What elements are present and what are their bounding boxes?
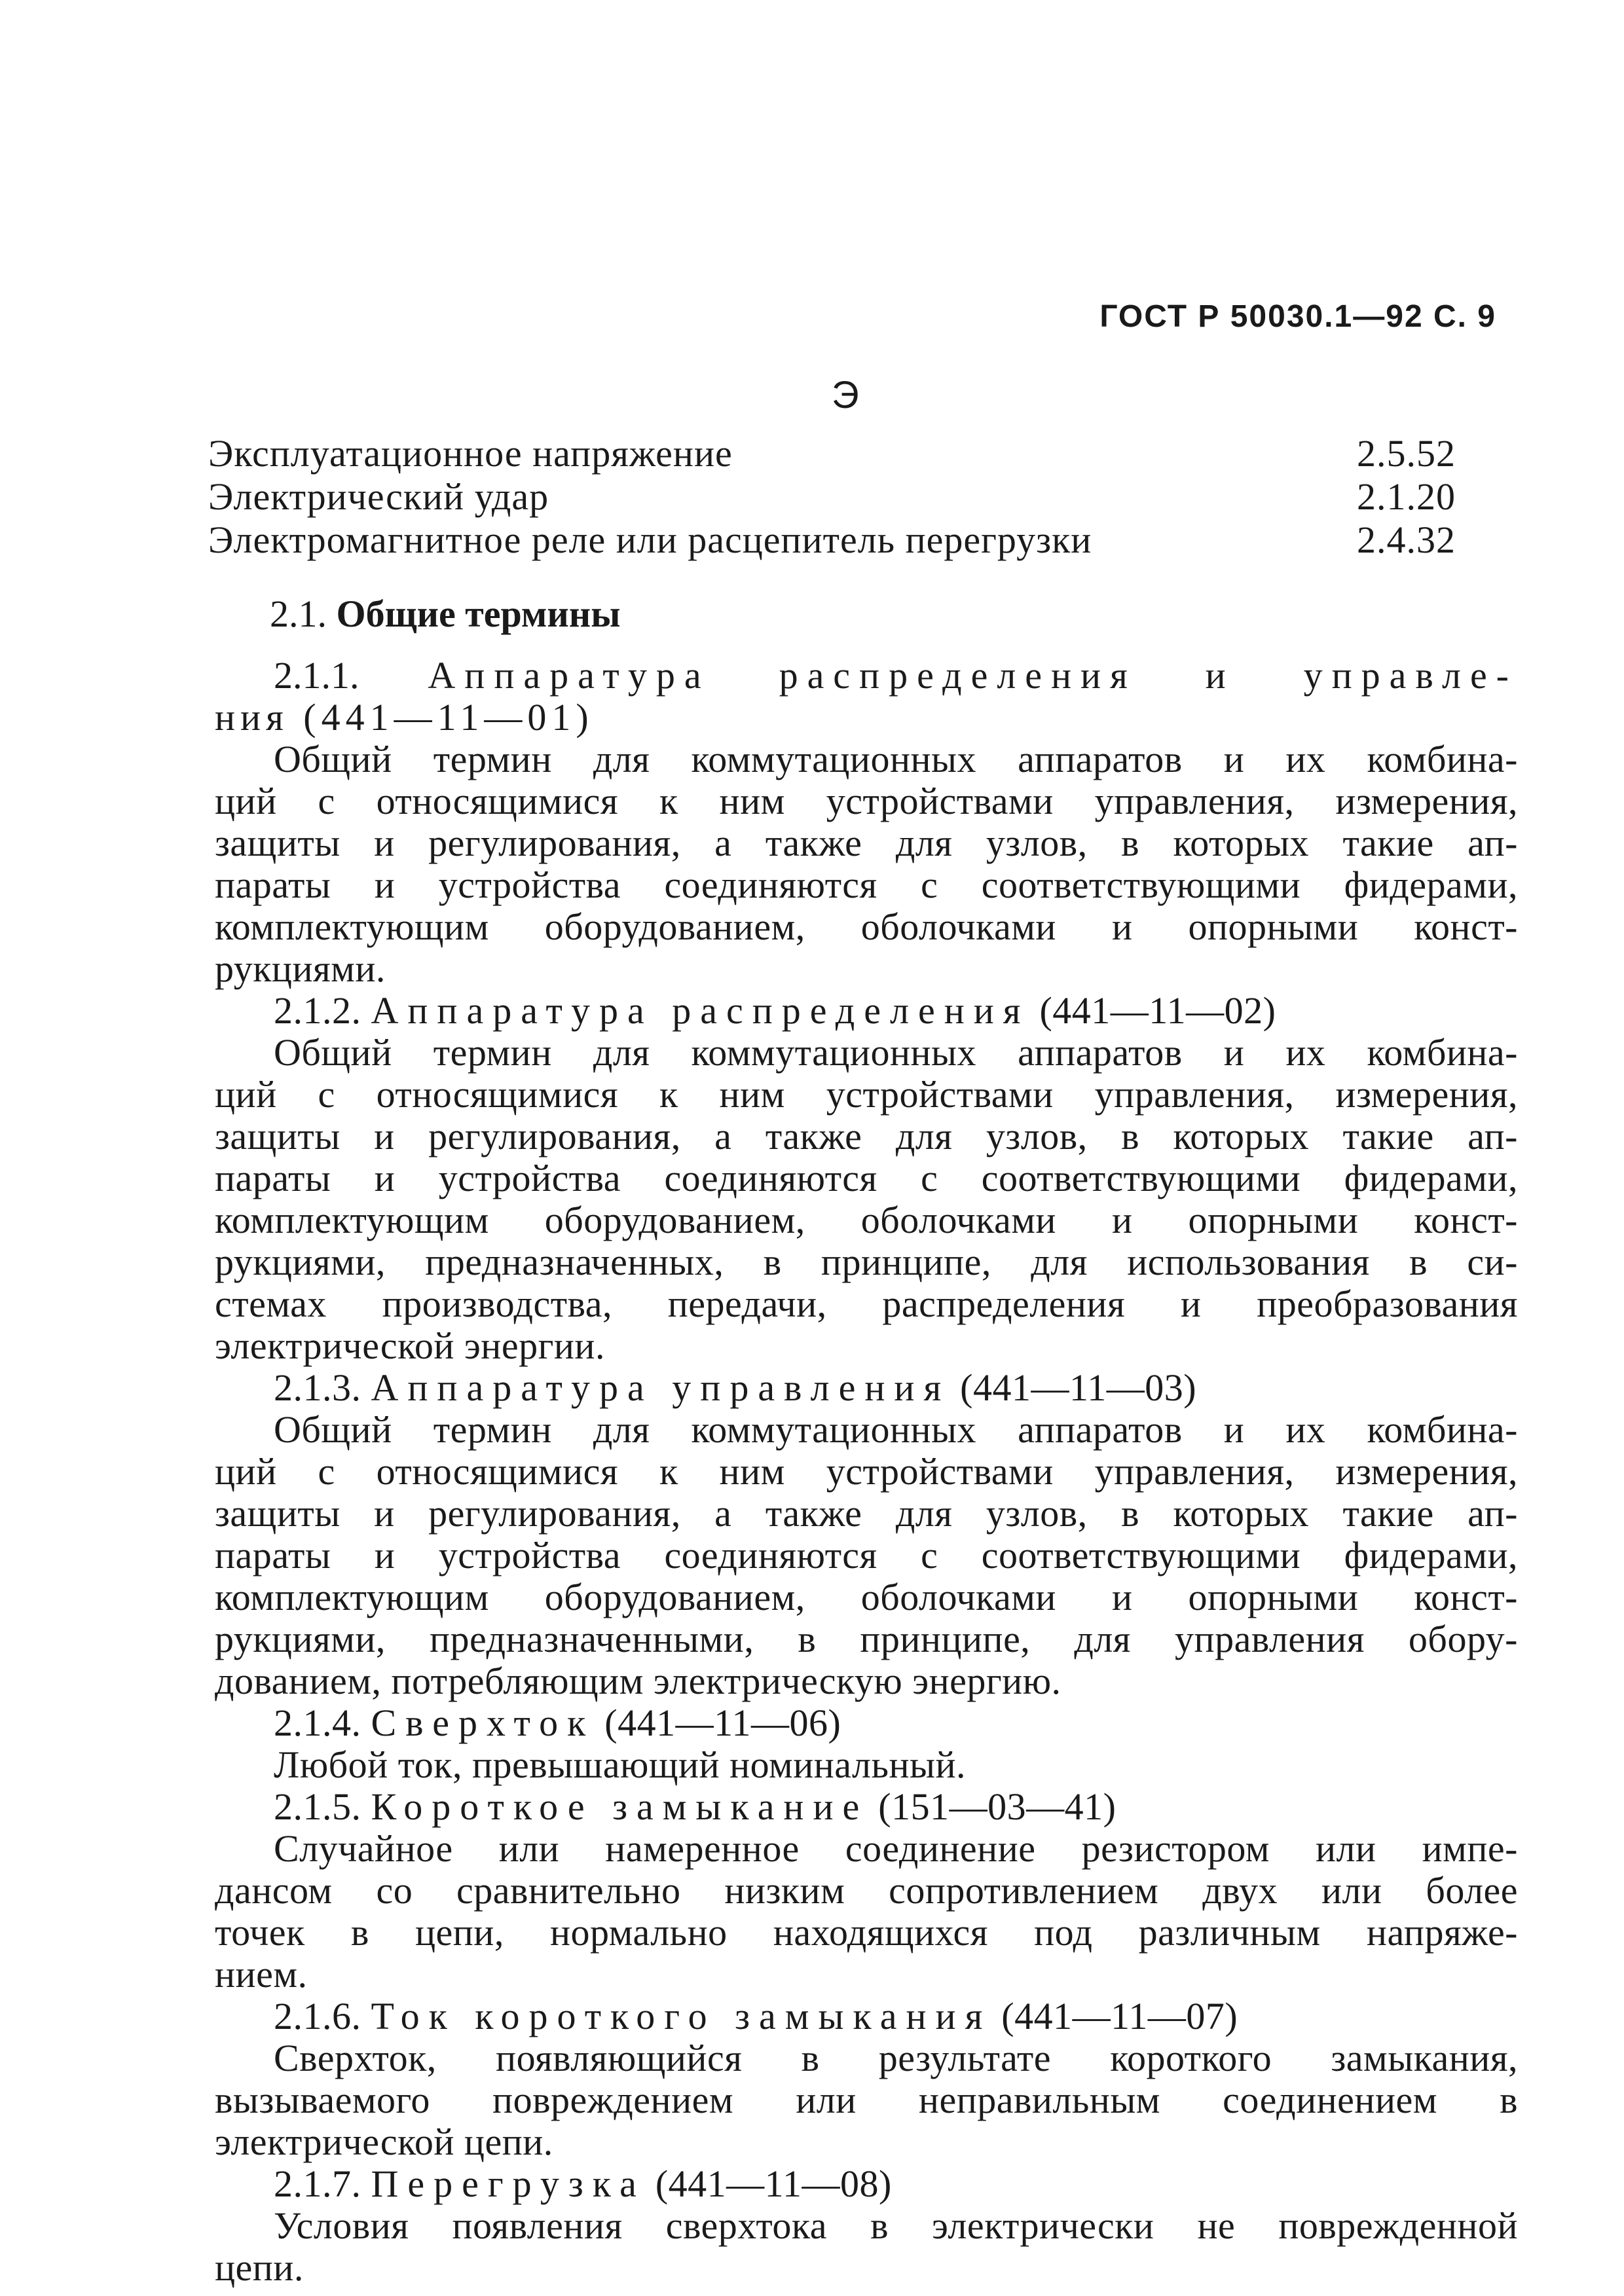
term-heading-2-1-3 bbox=[215, 1367, 1518, 1409]
term-text-line: ций с относящимися к ним устройствами управления, измерения, bbox=[215, 1073, 1518, 1116]
term-text-line: вызываемого повреждением или неправильным соединением в bbox=[215, 2079, 1518, 2121]
section-number: 2.1. bbox=[270, 592, 327, 635]
term-code: (441—11—07) bbox=[1001, 1995, 1238, 2037]
section-heading: Общие термины bbox=[336, 592, 621, 635]
term-number: 2.1.3. bbox=[274, 1366, 361, 1409]
term-name: Аппаратура bbox=[428, 654, 710, 697]
term-number: 2.1.4. bbox=[274, 1702, 361, 1744]
term-name: и bbox=[1205, 654, 1235, 697]
term-text-line: рукциями, предназначенных, в принципе, для использования в си- bbox=[215, 1241, 1518, 1283]
term-text-line: Общий термин для коммутационных аппаратов и их комбина- bbox=[274, 1031, 1518, 1074]
index-term: Эксплуатационное напряжение bbox=[208, 432, 733, 475]
term-text-line: электрической энергии. bbox=[215, 1324, 605, 1367]
term-text-line: нием. bbox=[215, 1953, 308, 1995]
term-text-line: рукциями. bbox=[215, 947, 386, 990]
term-text-line: стемах производства, передачи, распределения и преобразования bbox=[215, 1283, 1518, 1325]
term-number: 2.1.1. bbox=[274, 654, 360, 697]
index-ref: 2.4.32 bbox=[1357, 519, 1456, 561]
term-heading-2-1-7 bbox=[215, 2163, 1518, 2205]
term-name: управле- bbox=[1303, 654, 1518, 697]
term-name: Короткое замыкание bbox=[371, 1785, 869, 1828]
term-name: распределения bbox=[779, 654, 1137, 697]
index-entry bbox=[208, 432, 1456, 475]
page-header: ГОСТ Р 50030.1—92 С. 9 bbox=[1099, 299, 1496, 334]
index-term: Электромагнитное реле или расцепитель перегрузки bbox=[208, 519, 1092, 561]
term-text-line: Сверхток, появляющийся в результате короткого замыкания, bbox=[274, 2037, 1518, 2079]
term-text-line: цепи. bbox=[215, 2246, 304, 2289]
term-code: (441—11—08) bbox=[655, 2162, 892, 2205]
term-heading-2-1-5 bbox=[215, 1786, 1518, 1828]
term-name: Аппаратура распределения bbox=[371, 989, 1030, 1032]
term-text-line: ций с относящимися к ним устройствами управления, измерения, bbox=[215, 1450, 1518, 1493]
term-name: Перегрузка bbox=[371, 2162, 646, 2205]
index-entry bbox=[208, 519, 1456, 562]
term-text-line: точек в цепи, нормально находящихся под различным напряже- bbox=[215, 1911, 1518, 1954]
term-code: (441—11—06) bbox=[604, 1702, 841, 1744]
term-heading-2-1-1 bbox=[215, 655, 1518, 697]
term-name: Аппаратура управления bbox=[371, 1366, 951, 1409]
term-text-line: защиты и регулирования, а также для узлов, в которых такие ап- bbox=[215, 822, 1518, 864]
term-text-line: защиты и регулирования, а также для узлов, в которых такие ап- bbox=[215, 1115, 1518, 1157]
term-text-line: Общий термин для коммутационных аппаратов и их комбина- bbox=[274, 1408, 1518, 1451]
term-text-line: параты и устройства соединяются с соответствующими фидерами, bbox=[215, 1157, 1518, 1199]
term-text-line: комплектующим оборудованием, оболочками и опорными конст- bbox=[215, 1199, 1518, 1241]
term-text-line: рукциями, предназначенными, в принципе, для управления обору- bbox=[215, 1618, 1518, 1660]
term-text-line: дансом со сравнительно низким сопротивлением двух или более bbox=[215, 1869, 1518, 1912]
term-name: Сверхток bbox=[371, 1702, 595, 1744]
term-heading-cont: ния (441—11—01) bbox=[215, 696, 594, 738]
term-heading-2-1-4 bbox=[215, 1702, 1518, 1744]
index-entry bbox=[208, 475, 1456, 519]
term-text-line: Любой ток, превышающий номинальный. bbox=[274, 1743, 966, 1786]
term-code: (151—03—41) bbox=[878, 1785, 1116, 1828]
index-term: Электрический удар bbox=[208, 475, 549, 518]
term-heading-2-1-2 bbox=[215, 990, 1518, 1032]
index-list bbox=[208, 432, 1456, 562]
index-letter: Э bbox=[832, 374, 859, 416]
term-text-line: Общий термин для коммутационных аппаратов и их комбина- bbox=[274, 738, 1518, 780]
term-name: Ток короткого замыкания bbox=[371, 1995, 992, 2037]
term-text-line: защиты и регулирования, а также для узлов, в которых такие ап- bbox=[215, 1492, 1518, 1535]
term-text-line: комплектующим оборудованием, оболочками и опорными конст- bbox=[215, 905, 1518, 948]
term-text-line: Условия появления сверхтока в электрически не поврежденной bbox=[274, 2204, 1518, 2247]
index-ref: 2.1.20 bbox=[1357, 475, 1456, 518]
term-text-line: параты и устройства соединяются с соответствующими фидерами, bbox=[215, 1534, 1518, 1576]
term-number: 2.1.7. bbox=[274, 2162, 361, 2205]
term-heading-2-1-6 bbox=[215, 1995, 1518, 2037]
term-text-line: дованием, потребляющим электрическую энергию. bbox=[215, 1660, 1061, 1702]
section-title bbox=[270, 592, 620, 636]
term-number: 2.1.6. bbox=[274, 1995, 361, 2037]
term-number: 2.1.2. bbox=[274, 989, 361, 1032]
term-code: (441—11—03) bbox=[960, 1366, 1197, 1409]
term-text-line: Случайное или намеренное соединение резистором или импе- bbox=[274, 1827, 1518, 1870]
term-text-line: электрической цепи. bbox=[215, 2121, 553, 2163]
index-ref: 2.5.52 bbox=[1357, 432, 1456, 475]
term-code: (441—11—02) bbox=[1039, 989, 1276, 1032]
term-text-line: ций с относящимися к ним устройствами управления, измерения, bbox=[215, 780, 1518, 822]
term-text-line: параты и устройства соединяются с соответствующими фидерами, bbox=[215, 864, 1518, 906]
terms-body bbox=[215, 655, 1518, 2289]
term-text-line: комплектующим оборудованием, оболочками и опорными конст- bbox=[215, 1576, 1518, 1618]
term-number: 2.1.5. bbox=[274, 1785, 361, 1828]
